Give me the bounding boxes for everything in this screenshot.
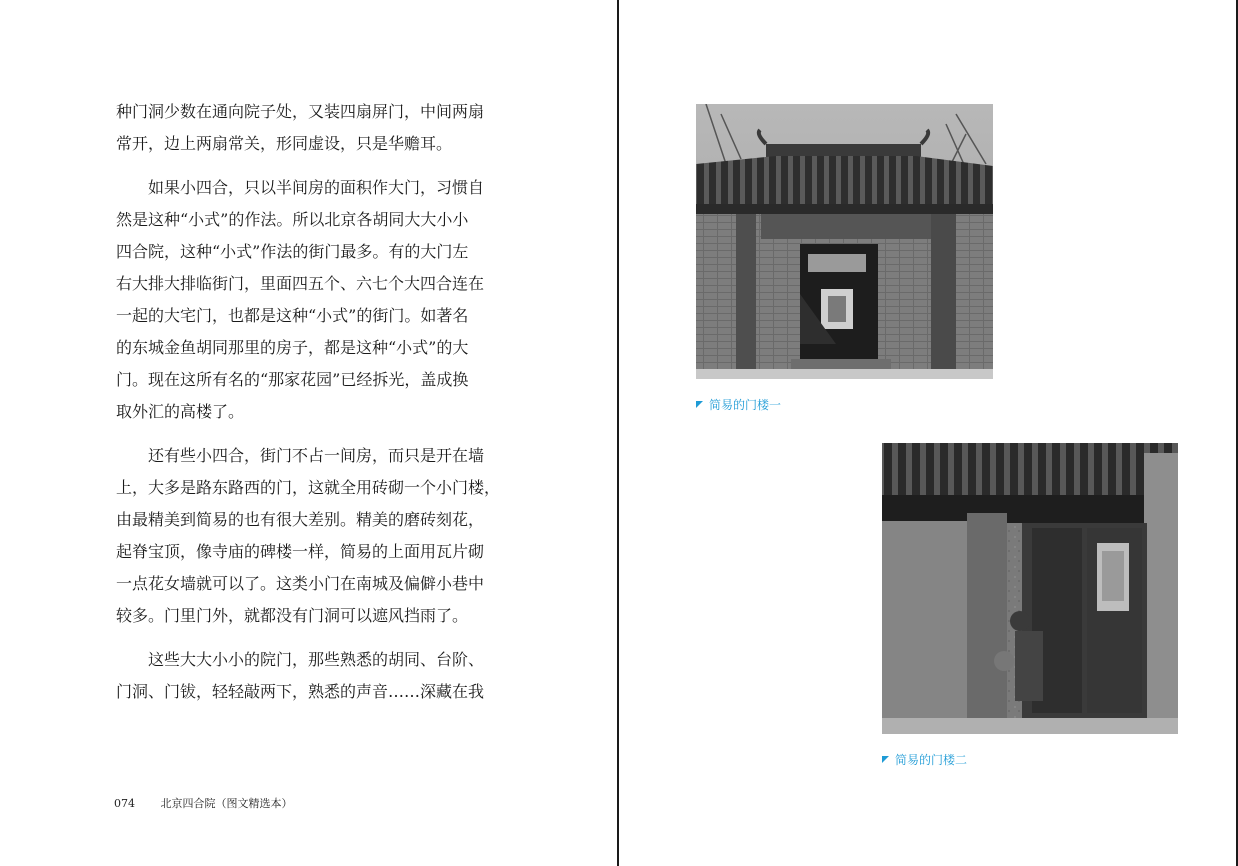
text-line: 一点花女墙就可以了。这类小门在南城及偏僻小巷中 (116, 574, 485, 593)
text-line: 四合院，这种“小式”作法的街门最多。有的大门左 (116, 242, 469, 261)
paragraph-1 (116, 96, 504, 160)
text-line: 上，大多是路东路西的门，这就全用砖砌一个小门楼， (116, 478, 501, 497)
text-line: 门。现在这所有名的“那家花园”已经拆光，盖成换 (116, 370, 469, 389)
text-line: 由最精美到简易的也有很大差别。精美的磨砖刻花， (116, 510, 485, 529)
text-line: 取外汇的高楼了。 (116, 402, 245, 421)
book-title: 北京四合院（图文精选本） (160, 797, 293, 810)
paragraph-3 (116, 440, 504, 632)
caption-text: 简易的门楼二 (895, 753, 968, 767)
text-line: 门洞、门钹，轻轻敲两下，熟悉的声音……深藏在我 (116, 682, 485, 701)
text-line: 较多。门里门外，就都没有门洞可以遮风挡雨了。 (116, 606, 469, 625)
text-line: 右大排大排临街门，里面四五个、六七个大四合连在 (116, 274, 485, 293)
text-line: 然是这种“小式”的作法。所以北京各胡同大大小小 (116, 210, 469, 229)
photo-gate-two (882, 443, 1178, 734)
text-line: 起脊宝顶，像寺庙的碑楼一样，简易的上面用瓦片砌 (116, 542, 485, 561)
page-footer (114, 795, 293, 811)
triangle-marker-icon (696, 401, 703, 408)
paragraph-2 (116, 172, 504, 428)
paragraph-4 (116, 644, 504, 708)
text-line: 还有些小四合，街门不占一间房，而只是开在墙 (148, 446, 485, 465)
text-line: 种门洞少数在通向院子处，又装四扇屏门，中间两扇 (116, 102, 485, 121)
photo-caption-one (696, 396, 781, 413)
photo-gate-one (696, 104, 993, 379)
text-line: 如果小四合，只以半间房的面积作大门，习惯自 (148, 178, 485, 197)
right-page (619, 0, 1238, 866)
photo-caption-two (882, 751, 967, 768)
text-line: 这些大大小小的院门，那些熟悉的胡同、台阶、 (148, 650, 485, 669)
triangle-marker-icon (882, 756, 889, 763)
text-line: 常开，边上两扇常关，形同虚设，只是华赡耳。 (116, 134, 453, 153)
body-text (116, 96, 504, 720)
left-page (0, 0, 617, 866)
caption-text: 简易的门楼一 (709, 398, 782, 412)
page-number: 074 (114, 797, 135, 810)
text-line: 的东城金鱼胡同那里的房子，都是这种“小式”的大 (116, 338, 469, 357)
text-line: 一起的大宅门，也都是这种“小式”的街门。如著名 (116, 306, 469, 325)
